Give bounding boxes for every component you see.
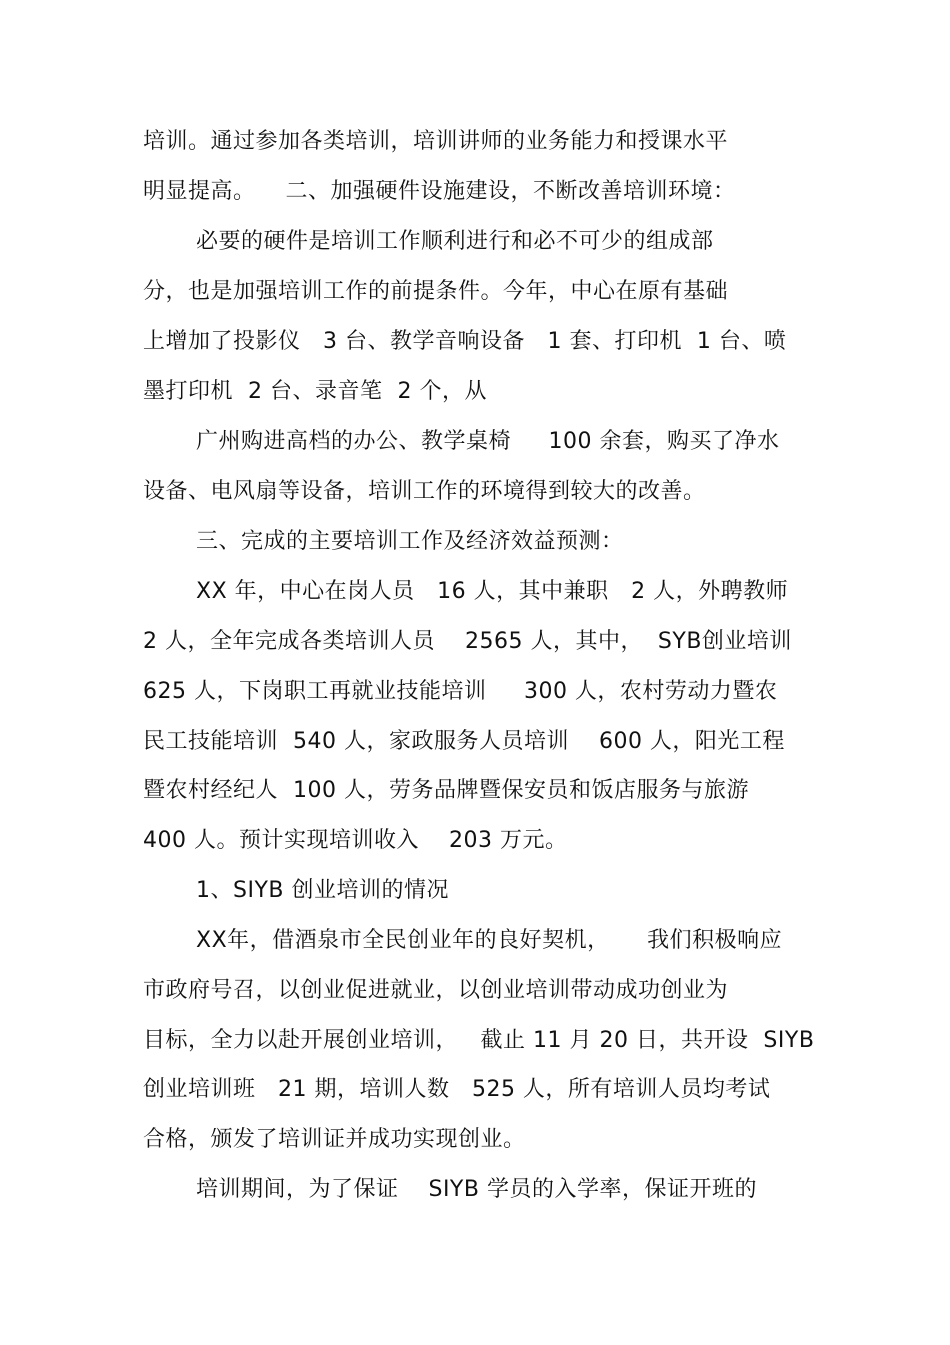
text-line-5: 上增加了投影仪 3 台、教学音响设备 1 套、打印机 1 台、喷 [143, 329, 787, 354]
text-line-14: 暨农村经纪人 100 人，劳务品牌暨保安员和饭店服务与旅游 [143, 778, 749, 803]
text-line-1: 培训。通过参加各类培训，培训讲师的业务能力和授课水平 [143, 129, 729, 154]
text-line-22: 培训期间，为了保证 SIYB 学员的入学率，保证开班的 [196, 1177, 757, 1202]
text-line-10: XX 年，中心在岗人员 16 人，其中兼职 2 人，外聘教师 [196, 579, 789, 604]
text-line-20: 创业培训班 21 期，培训人数 525 人，所有培训人员均考试 [143, 1077, 771, 1102]
text-line-12: 625 人，下岗职工再就业技能培训 300 人，农村劳动力暨农 [143, 679, 778, 704]
text-line-13: 民工技能培训 540 人，家政服务人员培训 600 人，阳光工程 [143, 729, 785, 754]
text-line-3: 必要的硬件是培训工作顺利进行和必不可少的组成部 [196, 229, 714, 254]
text-line-6: 墨打印机 2 台、录音笔 2 个，从 [143, 379, 487, 404]
text-line-7: 广州购进高档的办公、教学桌椅 100 余套，购买了净水 [196, 429, 780, 454]
text-line-4: 分，也是加强培训工作的前提条件。今年，中心在原有基础 [143, 279, 729, 304]
text-line-2: 明显提高。 二、加强硬件设施建设，不断改善培训环境： [143, 179, 736, 204]
text-line-21: 合格，颁发了培训证并成功实现创业。 [143, 1127, 526, 1152]
text-line-9: 三、完成的主要培训工作及经济效益预测： [196, 529, 624, 554]
text-line-17: XX年，借酒泉市全民创业年的良好契机， 我们积极响应 [196, 928, 783, 953]
text-line-11: 2 人，全年完成各类培训人员 2565 人，其中， SYB创业培训 [143, 629, 792, 654]
text-line-18: 市政府号召，以创业促进就业，以创业培训带动成功创业为 [143, 978, 729, 1003]
text-line-8: 设备、电风扇等设备，培训工作的环境得到较大的改善。 [143, 479, 706, 504]
text-line-15: 400 人。预计实现培训收入 203 万元。 [143, 828, 568, 853]
text-line-16: 1、SIYB 创业培训的情况 [196, 878, 449, 903]
text-line-19: 目标，全力以赴开展创业培训， 截止 11 月 20 日，共开设 SIYB [143, 1028, 815, 1053]
